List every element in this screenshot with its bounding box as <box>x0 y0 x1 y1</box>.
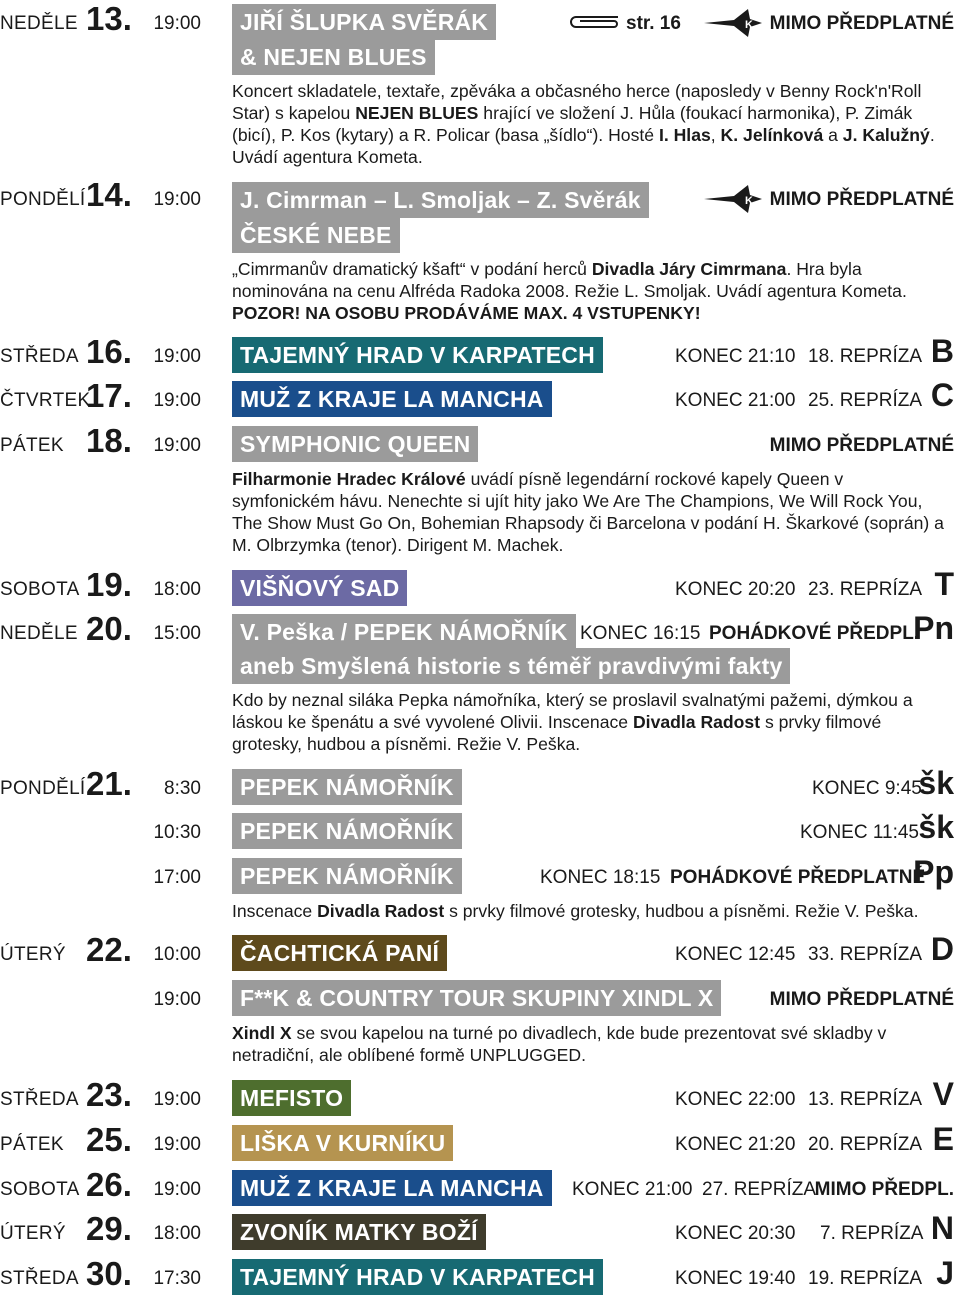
event-title[interactable]: ZVONÍK MATKY BOŽÍ <box>232 1214 486 1250</box>
event-21-a <box>0 765 960 809</box>
end-time: KONEC 22:00 <box>675 1089 796 1110</box>
subscription-code: J <box>936 1255 954 1291</box>
subscription-code: C <box>930 377 954 413</box>
repriza: 19. REPRÍZA <box>808 1268 923 1289</box>
kometa-star-icon <box>704 8 766 38</box>
bold-text: Divadla Járy Cimrmana <box>591 259 787 279</box>
repriza: 27. REPRÍZA <box>702 1179 817 1200</box>
subscription-note: MIMO PŘEDPL. <box>814 1179 954 1200</box>
event-16 <box>0 333 960 377</box>
event-description <box>232 1022 947 1066</box>
day-name: SOBOTA <box>0 1179 80 1200</box>
event-title[interactable]: MUŽ Z KRAJE LA MANCHA <box>232 1170 552 1206</box>
day-name: PÁTEK <box>0 1134 64 1155</box>
repriza: 23. REPRÍZA <box>808 579 923 600</box>
day-name: PONDĚLÍ <box>0 189 86 210</box>
end-time: KONEC 21:10 <box>675 346 796 367</box>
event-title-line2[interactable]: aneb Smyšlená historie s téměř pravdivými fakty <box>232 648 790 684</box>
event-21-b <box>0 809 960 853</box>
day-number: 21. <box>86 765 132 802</box>
day-number: 19. <box>86 566 132 603</box>
event-title[interactable]: TAJEMNÝ HRAD V KARPATECH <box>232 1259 603 1295</box>
event-time: 19:00 <box>153 189 201 210</box>
event-29 <box>0 1210 960 1254</box>
event-time: 18:00 <box>153 1223 201 1244</box>
event-22-a <box>0 931 960 975</box>
bold-text: Filharmonie Hradec Králové <box>232 469 466 489</box>
event-time: 19:00 <box>153 13 201 34</box>
subscription-note: POHÁDKOVÉ PŘEDPL. <box>709 623 920 644</box>
subscription-note: MIMO PŘEDPLATNÉ <box>769 13 954 34</box>
end-time: KONEC 20:30 <box>675 1223 796 1244</box>
day-name: PÁTEK <box>0 435 64 456</box>
day-number: 29. <box>86 1210 132 1247</box>
event-description <box>232 258 947 324</box>
event-time: 10:30 <box>153 822 201 843</box>
event-description <box>232 689 947 755</box>
event-time: 19:00 <box>153 1089 201 1110</box>
day-name: SOBOTA <box>0 579 80 600</box>
day-number: 16. <box>86 333 132 370</box>
event-title-line2[interactable]: & NEJEN BLUES <box>232 39 435 75</box>
end-time: KONEC 19:40 <box>675 1268 796 1289</box>
event-13 <box>0 0 960 175</box>
event-time: 19:00 <box>153 1134 201 1155</box>
subscription-code: Pp <box>913 854 954 890</box>
day-number: 17. <box>86 377 132 414</box>
event-description <box>232 900 947 922</box>
day-name: ČTVRTEK <box>0 390 91 411</box>
event-18 <box>0 422 960 562</box>
event-time: 17:30 <box>153 1268 201 1289</box>
repriza: 20. REPRÍZA <box>808 1134 923 1155</box>
bold-text: POZOR! NA OSOBU PRODÁVÁME MAX. 4 VSTUPENKY! <box>232 303 701 323</box>
event-title[interactable]: PEPEK NÁMOŘNÍK <box>232 813 462 849</box>
event-time: 19:00 <box>153 989 201 1010</box>
subscription-code: E <box>932 1121 954 1157</box>
day-name: STŘEDA <box>0 346 79 367</box>
event-title[interactable]: SYMPHONIC QUEEN <box>232 426 478 462</box>
event-description <box>232 468 947 556</box>
day-number: 25. <box>86 1121 132 1158</box>
bold-text: Divadla Radost <box>317 901 445 921</box>
bold-text: I. Hlas <box>658 125 711 145</box>
event-time: 10:00 <box>153 944 201 965</box>
event-21-c <box>0 854 960 934</box>
subscription-code: D <box>930 931 954 967</box>
event-30 <box>0 1255 960 1299</box>
text-run: uvádí písně legendární rockové kapely Queen v symfonickém hávu. Nenechte si ujít hity jako We Are The Champions, We Will Rock You, The Show Must Go On, Bohemian Rhapsody či Barcelona v podání H. Škarkové (soprán) a M. Olbrzymka (tenor). Dirigent M. Machek. <box>232 469 944 555</box>
end-time: KONEC 21:00 <box>572 1179 693 1200</box>
paperclip-icon <box>568 11 622 29</box>
event-time: 19:00 <box>153 346 201 367</box>
kometa-star-icon <box>704 184 766 214</box>
bold-text: J. Kalužný <box>842 125 930 145</box>
day-number: 30. <box>86 1255 132 1292</box>
event-title[interactable]: J. Cimrman – L. Smoljak – Z. Svěrák <box>232 182 649 218</box>
event-title[interactable]: TAJEMNÝ HRAD V KARPATECH <box>232 337 603 373</box>
text-run: s prvky filmové grotesky, hudbou a písněmi. Režie V. Peška. <box>232 712 882 754</box>
text-run: „Cimrmanův dramatický kšaft“ v podání herců <box>232 259 592 279</box>
event-description <box>232 80 947 168</box>
day-name: PONDĚLÍ <box>0 778 86 799</box>
subscription-code: šk <box>918 765 954 801</box>
repriza: 25. REPRÍZA <box>808 390 923 411</box>
event-time: 19:00 <box>153 1179 201 1200</box>
event-title[interactable]: PEPEK NÁMOŘNÍK <box>232 769 462 805</box>
repriza: 18. REPRÍZA <box>808 346 923 367</box>
event-time: 19:00 <box>153 435 201 456</box>
page-reference: str. 16 <box>626 13 681 34</box>
event-23 <box>0 1076 960 1120</box>
subscription-code: Pn <box>913 610 954 646</box>
event-title[interactable]: V. Peška / PEPEK NÁMOŘNÍK <box>232 614 576 650</box>
end-time: KONEC 21:20 <box>675 1134 796 1155</box>
end-time: KONEC 20:20 <box>675 579 796 600</box>
text-run: Kdo by neznal siláka Pepka námořníka, který se proslavil svalnatými pažemi, dýmkou a láskou ke špenátu a své vyvolené Olivii. Inscenace <box>232 690 913 732</box>
subscription-code: N <box>930 1210 954 1246</box>
event-title[interactable]: LIŠKA V KURNÍKU <box>232 1125 453 1161</box>
end-time: KONEC 18:15 <box>540 867 661 888</box>
event-title[interactable]: JIŘÍ ŠLUPKA SVĚRÁK <box>232 4 496 40</box>
text-run: a <box>823 125 843 145</box>
day-number: 26. <box>86 1166 132 1203</box>
subscription-code: T <box>934 566 954 602</box>
event-title[interactable]: PEPEK NÁMOŘNÍK <box>232 858 462 894</box>
text-run: Inscenace <box>232 901 318 921</box>
event-22-b <box>0 976 960 1071</box>
text-run: s prvky filmové grotesky, hudbou a písněmi. Režie V. Peška. <box>444 901 919 921</box>
day-name: STŘEDA <box>0 1089 79 1110</box>
end-time: KONEC 16:15 <box>580 623 701 644</box>
event-17 <box>0 377 960 421</box>
day-name: ÚTERÝ <box>0 1223 66 1244</box>
text-run: , <box>710 125 721 145</box>
event-time: 8:30 <box>164 778 201 799</box>
day-number: 14. <box>86 176 132 213</box>
subscription-code: V <box>932 1076 954 1112</box>
subscription-code: šk <box>918 809 954 845</box>
day-name: STŘEDA <box>0 1268 79 1289</box>
subscription-note: MIMO PŘEDPLATNÉ <box>769 989 954 1010</box>
event-20 <box>0 610 960 760</box>
day-number: 23. <box>86 1076 132 1113</box>
bold-text: NEJEN BLUES <box>355 103 479 123</box>
event-time: 15:00 <box>153 623 201 644</box>
event-title[interactable]: MEFISTO <box>232 1080 351 1116</box>
subscription-code: B <box>930 333 954 369</box>
event-title[interactable]: MUŽ Z KRAJE LA MANCHA <box>232 381 552 417</box>
text-run: hrající ve složení J. Hůla (foukací harmonika), P. Zimák (bicí), P. Kos (kytary) a R. Policar (basa „šídlo“). Hosté <box>232 103 913 145</box>
event-14 <box>0 176 960 326</box>
svg-text:K: K <box>745 195 753 207</box>
end-time: KONEC 12:45 <box>675 944 796 965</box>
day-number: 18. <box>86 422 132 459</box>
event-title[interactable]: VIŠŇOVÝ SAD <box>232 570 407 606</box>
text-run: . Hra byla nominována na cenu Alfréda Radoka 2008. Režie L. Smoljak. Uvádí agentura Kometa. <box>232 259 907 301</box>
event-title-line2[interactable]: ČESKÉ NEBE <box>232 217 400 253</box>
bold-text: Xindl X <box>232 1023 292 1043</box>
text-run: se svou kapelou na turné po divadlech, kde bude prezentovat své skladby v netradiční, ale oblíbené formě UNPLUGGED. <box>232 1023 887 1065</box>
day-name: NEDĚLE <box>0 13 78 34</box>
event-19 <box>0 566 960 610</box>
event-26 <box>0 1166 960 1210</box>
bold-text: Divadla Radost <box>632 712 761 732</box>
event-time: 19:00 <box>153 390 201 411</box>
svg-text:K: K <box>745 19 753 31</box>
subscription-note: MIMO PŘEDPLATNÉ <box>769 435 954 456</box>
day-number: 22. <box>86 931 132 968</box>
repriza: 13. REPRÍZA <box>808 1089 923 1110</box>
day-number: 20. <box>86 610 132 647</box>
bold-text: K. Jelínková <box>720 125 824 145</box>
day-name: ÚTERÝ <box>0 944 66 965</box>
repriza: 33. REPRÍZA <box>808 944 923 965</box>
text-run: . Uvádí agentura Kometa. <box>232 125 935 167</box>
subscription-note: MIMO PŘEDPLATNÉ <box>769 189 954 210</box>
end-time: KONEC 21:00 <box>675 390 796 411</box>
event-title[interactable]: ČACHTICKÁ PANÍ <box>232 935 447 971</box>
event-title[interactable]: F**K & COUNTRY TOUR SKUPINY XINDL X <box>232 980 721 1016</box>
event-25 <box>0 1121 960 1165</box>
day-name: NEDĚLE <box>0 623 78 644</box>
subscription-note: POHÁDKOVÉ PŘEDPLATNÉ <box>670 867 926 888</box>
event-time: 17:00 <box>153 867 201 888</box>
day-number: 13. <box>86 0 132 37</box>
end-time: KONEC 9:45 <box>812 778 922 799</box>
event-time: 18:00 <box>153 579 201 600</box>
text-run: Koncert skladatele, textaře, zpěváka a občasného herce (naposledy v Benny Rock'n'Roll Star) s kapelou <box>232 81 922 123</box>
end-time: KONEC 11:45 <box>800 822 919 843</box>
repriza: 7. REPRÍZA <box>820 1223 924 1244</box>
